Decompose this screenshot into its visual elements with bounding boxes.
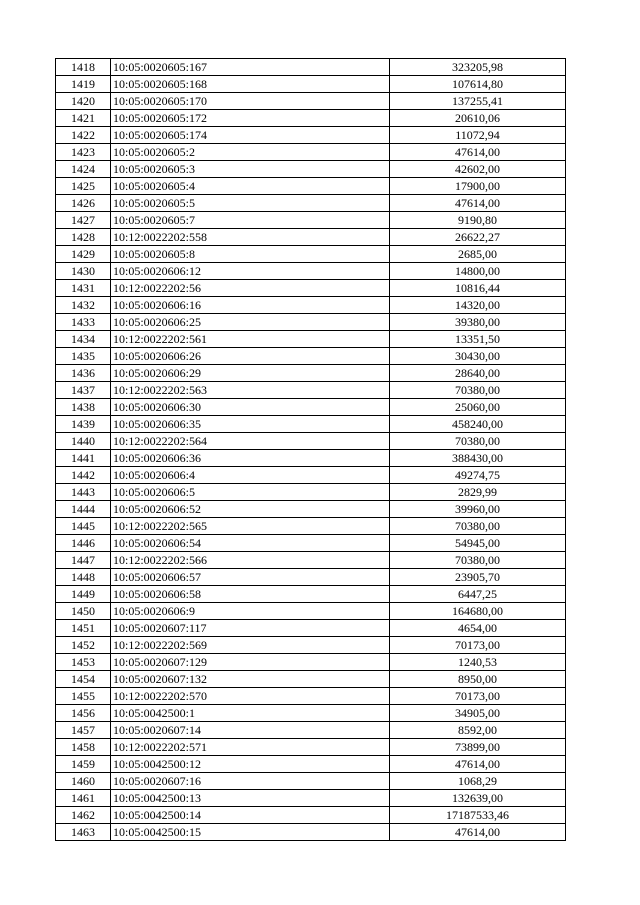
value-cell: 8592,00: [390, 722, 566, 739]
value-cell: 323205,98: [390, 59, 566, 76]
row-number-cell: 1435: [56, 348, 111, 365]
value-cell: 164680,00: [390, 603, 566, 620]
row-number-cell: 1443: [56, 484, 111, 501]
table-row: [56, 433, 566, 450]
table-row: [56, 705, 566, 722]
value-cell: 54945,00: [390, 535, 566, 552]
value-cell: 2685,00: [390, 246, 566, 263]
row-number-cell: 1453: [56, 654, 111, 671]
cadastral-number-cell: 10:12:0022202:570: [111, 688, 390, 705]
row-number-cell: 1425: [56, 178, 111, 195]
cadastral-number-cell: 10:05:0042500:13: [111, 790, 390, 807]
row-number-cell: 1452: [56, 637, 111, 654]
table-row: [56, 246, 566, 263]
table-row: [56, 569, 566, 586]
table-row: [56, 722, 566, 739]
value-cell: 14320,00: [390, 297, 566, 314]
row-number-cell: 1447: [56, 552, 111, 569]
row-number-cell: 1439: [56, 416, 111, 433]
value-cell: 70380,00: [390, 382, 566, 399]
cadastral-number-cell: 10:12:0022202:566: [111, 552, 390, 569]
row-number-cell: 1437: [56, 382, 111, 399]
row-number-cell: 1434: [56, 331, 111, 348]
value-cell: 4654,00: [390, 620, 566, 637]
value-cell: 70380,00: [390, 518, 566, 535]
row-number-cell: 1456: [56, 705, 111, 722]
value-cell: 47614,00: [390, 144, 566, 161]
value-cell: 70380,00: [390, 433, 566, 450]
cadastral-number-cell: 10:05:0020605:168: [111, 76, 390, 93]
table-row: [56, 161, 566, 178]
table-row: [56, 59, 566, 76]
table-row: [56, 535, 566, 552]
cadastral-number-cell: 10:05:0020605:170: [111, 93, 390, 110]
table-row: [56, 518, 566, 535]
cadastral-number-cell: 10:05:0020607:132: [111, 671, 390, 688]
value-cell: 25060,00: [390, 399, 566, 416]
cadastral-number-cell: 10:05:0020606:57: [111, 569, 390, 586]
value-cell: 13351,50: [390, 331, 566, 348]
value-cell: 70173,00: [390, 637, 566, 654]
cadastral-number-cell: 10:12:0022202:563: [111, 382, 390, 399]
value-cell: 9190,80: [390, 212, 566, 229]
cadastral-number-cell: 10:05:0020607:129: [111, 654, 390, 671]
table-body: [56, 59, 566, 841]
row-number-cell: 1432: [56, 297, 111, 314]
value-cell: 132639,00: [390, 790, 566, 807]
table-row: [56, 654, 566, 671]
row-number-cell: 1454: [56, 671, 111, 688]
value-cell: 49274,75: [390, 467, 566, 484]
cadastral-number-cell: 10:12:0022202:564: [111, 433, 390, 450]
row-number-cell: 1463: [56, 824, 111, 841]
cadastral-number-cell: 10:05:0042500:12: [111, 756, 390, 773]
cadastral-number-cell: 10:05:0020606:26: [111, 348, 390, 365]
cadastral-number-cell: 10:05:0020605:7: [111, 212, 390, 229]
row-number-cell: 1458: [56, 739, 111, 756]
row-number-cell: 1451: [56, 620, 111, 637]
cadastral-number-cell: 10:05:0020605:8: [111, 246, 390, 263]
value-cell: 47614,00: [390, 195, 566, 212]
cadastral-number-cell: 10:05:0020605:174: [111, 127, 390, 144]
cadastral-number-cell: 10:05:0020605:4: [111, 178, 390, 195]
table-row: [56, 212, 566, 229]
cadastral-number-cell: 10:05:0020606:9: [111, 603, 390, 620]
table-row: [56, 348, 566, 365]
cadastral-number-cell: 10:05:0042500:14: [111, 807, 390, 824]
table-row: [56, 314, 566, 331]
table-row: [56, 365, 566, 382]
row-number-cell: 1426: [56, 195, 111, 212]
row-number-cell: 1461: [56, 790, 111, 807]
table-row: [56, 688, 566, 705]
value-cell: 137255,41: [390, 93, 566, 110]
value-cell: 107614,80: [390, 76, 566, 93]
row-number-cell: 1420: [56, 93, 111, 110]
cadastral-number-cell: 10:05:0020605:2: [111, 144, 390, 161]
cadastral-number-cell: 10:12:0022202:571: [111, 739, 390, 756]
value-cell: 34905,00: [390, 705, 566, 722]
value-cell: 39380,00: [390, 314, 566, 331]
table-row: [56, 382, 566, 399]
cadastral-number-cell: 10:05:0020607:16: [111, 773, 390, 790]
value-cell: 8950,00: [390, 671, 566, 688]
value-cell: 17187533,46: [390, 807, 566, 824]
table-row: [56, 637, 566, 654]
table-row: [56, 552, 566, 569]
table-row: [56, 280, 566, 297]
table-row: [56, 93, 566, 110]
value-cell: 2829,99: [390, 484, 566, 501]
cadastral-number-cell: 10:05:0020606:36: [111, 450, 390, 467]
row-number-cell: 1448: [56, 569, 111, 586]
value-cell: 1240,53: [390, 654, 566, 671]
table-row: [56, 620, 566, 637]
cadastral-number-cell: 10:05:0020605:167: [111, 59, 390, 76]
cadastral-number-cell: 10:05:0020606:29: [111, 365, 390, 382]
cadastral-number-cell: 10:05:0020606:5: [111, 484, 390, 501]
cadastral-number-cell: 10:12:0022202:569: [111, 637, 390, 654]
row-number-cell: 1421: [56, 110, 111, 127]
row-number-cell: 1455: [56, 688, 111, 705]
table-row: [56, 603, 566, 620]
cadastral-number-cell: 10:12:0022202:558: [111, 229, 390, 246]
row-number-cell: 1422: [56, 127, 111, 144]
table-row: [56, 450, 566, 467]
value-cell: 1068,29: [390, 773, 566, 790]
table-row: [56, 824, 566, 841]
row-number-cell: 1442: [56, 467, 111, 484]
data-table: [55, 58, 566, 841]
table-row: [56, 195, 566, 212]
value-cell: 20610,06: [390, 110, 566, 127]
value-cell: 458240,00: [390, 416, 566, 433]
table-row: [56, 773, 566, 790]
row-number-cell: 1424: [56, 161, 111, 178]
row-number-cell: 1440: [56, 433, 111, 450]
row-number-cell: 1429: [56, 246, 111, 263]
cadastral-number-cell: 10:05:0020605:3: [111, 161, 390, 178]
cadastral-number-cell: 10:05:0042500:15: [111, 824, 390, 841]
cadastral-number-cell: 10:05:0020606:52: [111, 501, 390, 518]
row-number-cell: 1428: [56, 229, 111, 246]
row-number-cell: 1433: [56, 314, 111, 331]
cadastral-number-cell: 10:05:0020606:12: [111, 263, 390, 280]
row-number-cell: 1430: [56, 263, 111, 280]
row-number-cell: 1431: [56, 280, 111, 297]
table-row: [56, 586, 566, 603]
table-row: [56, 144, 566, 161]
cadastral-number-cell: 10:12:0022202:56: [111, 280, 390, 297]
cadastral-number-cell: 10:05:0020606:54: [111, 535, 390, 552]
row-number-cell: 1438: [56, 399, 111, 416]
value-cell: 14800,00: [390, 263, 566, 280]
value-cell: 17900,00: [390, 178, 566, 195]
table-row: [56, 484, 566, 501]
cadastral-number-cell: 10:05:0020606:35: [111, 416, 390, 433]
cadastral-number-cell: 10:05:0020606:25: [111, 314, 390, 331]
value-cell: 47614,00: [390, 756, 566, 773]
table-row: [56, 178, 566, 195]
value-cell: 70173,00: [390, 688, 566, 705]
value-cell: 42602,00: [390, 161, 566, 178]
value-cell: 6447,25: [390, 586, 566, 603]
row-number-cell: 1445: [56, 518, 111, 535]
row-number-cell: 1419: [56, 76, 111, 93]
table-row: [56, 467, 566, 484]
row-number-cell: 1436: [56, 365, 111, 382]
row-number-cell: 1459: [56, 756, 111, 773]
table-row: [56, 756, 566, 773]
row-number-cell: 1457: [56, 722, 111, 739]
cadastral-number-cell: 10:05:0020605:172: [111, 110, 390, 127]
row-number-cell: 1446: [56, 535, 111, 552]
value-cell: 23905,70: [390, 569, 566, 586]
value-cell: 30430,00: [390, 348, 566, 365]
table-row: [56, 331, 566, 348]
row-number-cell: 1441: [56, 450, 111, 467]
row-number-cell: 1460: [56, 773, 111, 790]
table-row: [56, 807, 566, 824]
table-row: [56, 416, 566, 433]
value-cell: 26622,27: [390, 229, 566, 246]
value-cell: 28640,00: [390, 365, 566, 382]
cadastral-number-cell: 10:05:0042500:1: [111, 705, 390, 722]
row-number-cell: 1450: [56, 603, 111, 620]
cadastral-number-cell: 10:05:0020606:4: [111, 467, 390, 484]
table-row: [56, 229, 566, 246]
cadastral-number-cell: 10:05:0020606:58: [111, 586, 390, 603]
value-cell: 47614,00: [390, 824, 566, 841]
value-cell: 73899,00: [390, 739, 566, 756]
row-number-cell: 1423: [56, 144, 111, 161]
value-cell: 388430,00: [390, 450, 566, 467]
cadastral-number-cell: 10:05:0020607:14: [111, 722, 390, 739]
table-row: [56, 76, 566, 93]
table-row: [56, 671, 566, 688]
row-number-cell: 1418: [56, 59, 111, 76]
cadastral-number-cell: 10:05:0020606:16: [111, 297, 390, 314]
row-number-cell: 1444: [56, 501, 111, 518]
table-row: [56, 739, 566, 756]
cadastral-number-cell: 10:05:0020606:30: [111, 399, 390, 416]
value-cell: 10816,44: [390, 280, 566, 297]
table-row: [56, 501, 566, 518]
cadastral-number-cell: 10:12:0022202:565: [111, 518, 390, 535]
value-cell: 39960,00: [390, 501, 566, 518]
table-row: [56, 127, 566, 144]
cadastral-number-cell: 10:05:0020605:5: [111, 195, 390, 212]
table-row: [56, 790, 566, 807]
table-row: [56, 297, 566, 314]
cadastral-number-cell: 10:05:0020607:117: [111, 620, 390, 637]
cadastral-number-cell: 10:12:0022202:561: [111, 331, 390, 348]
row-number-cell: 1427: [56, 212, 111, 229]
value-cell: 70380,00: [390, 552, 566, 569]
table-row: [56, 399, 566, 416]
table-row: [56, 263, 566, 280]
table-row: [56, 110, 566, 127]
row-number-cell: 1462: [56, 807, 111, 824]
row-number-cell: 1449: [56, 586, 111, 603]
value-cell: 11072,94: [390, 127, 566, 144]
